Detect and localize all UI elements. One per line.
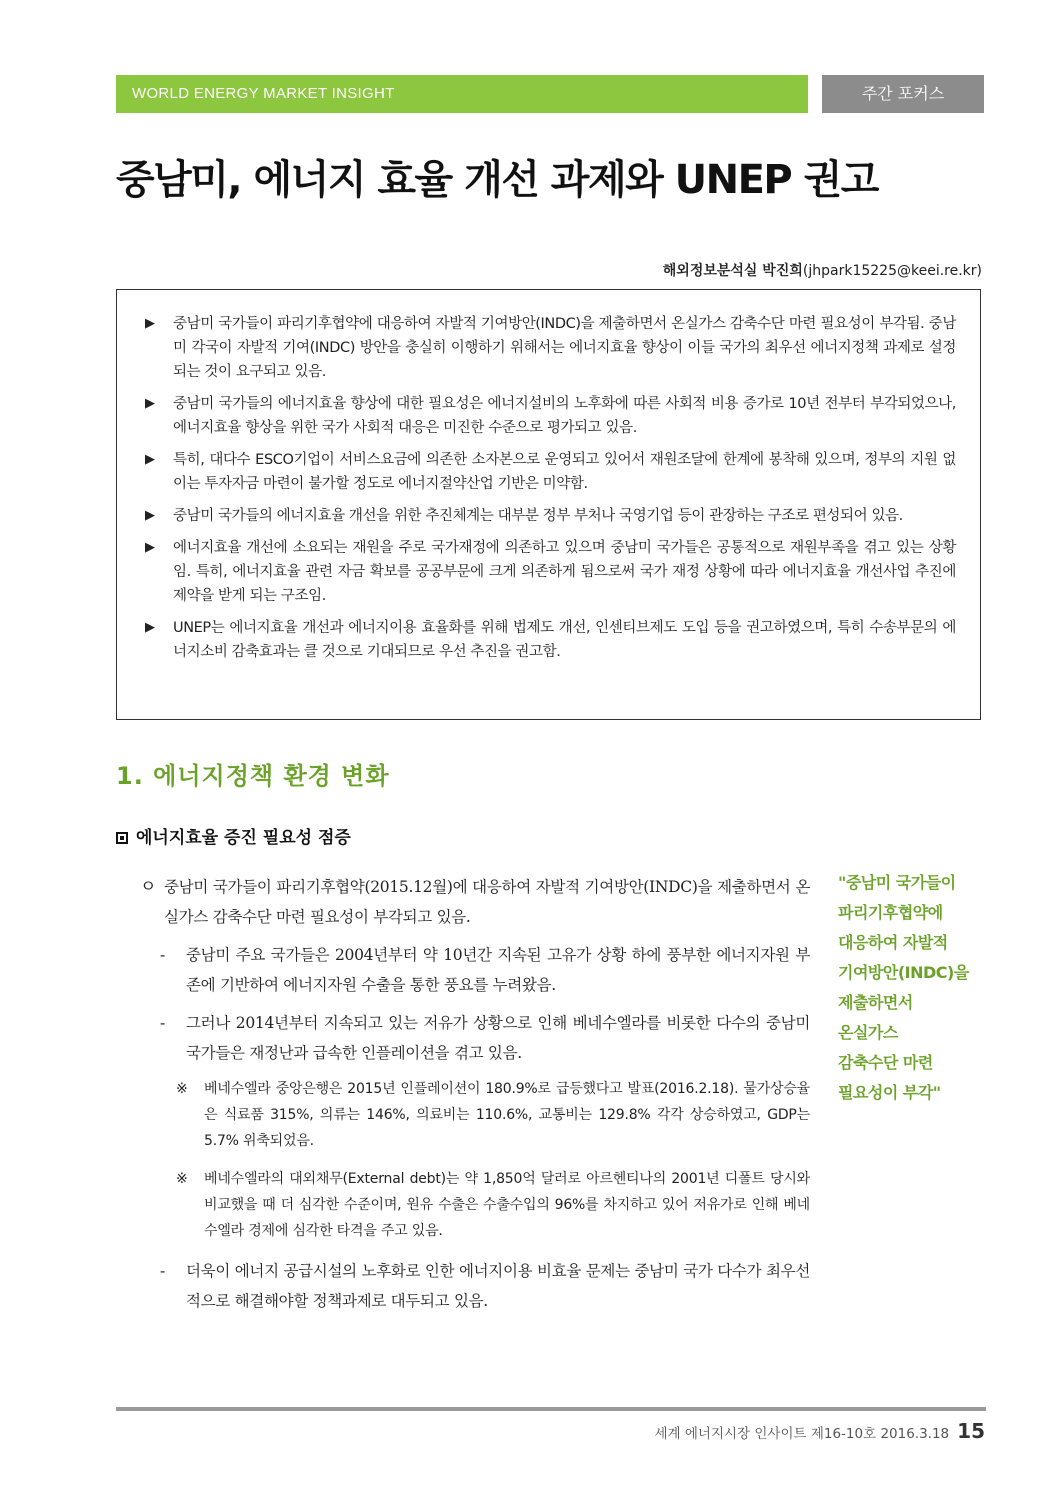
dash-marker: - [160, 1262, 165, 1280]
note-marker: ※ [176, 1171, 188, 1187]
subsection-heading [116, 823, 351, 848]
article-title: 중남미, 에너지 효율 개선 과제와 UNEP 권고 [116, 157, 878, 203]
author-line [663, 260, 982, 280]
triangle-bullet-icon: ▶ [145, 508, 155, 523]
body-subparagraph [140, 940, 810, 1000]
pull-quote-line: 파리기후협약에 [838, 903, 943, 922]
summary-box [116, 289, 981, 720]
body-note [140, 1166, 810, 1244]
summary-item [143, 312, 956, 384]
summary-item [143, 616, 956, 664]
circle-bullet-icon: ㅇ [140, 877, 157, 897]
header-section-tag: 주간 포커스 [822, 75, 984, 113]
paragraph-text: 중남미 국가들이 파리기후협약(2015.12월)에 대응하여 자발적 기여방안(INDC)을 제출하면서 온실가스 감축수단 마련 필요성이 부각되고 있음. [164, 878, 810, 926]
body-paragraph [140, 872, 810, 932]
pull-quote-line: 제출하면서 [838, 993, 913, 1012]
triangle-bullet-icon: ▶ [145, 452, 155, 467]
body-subparagraph [140, 1256, 810, 1316]
subsection-heading-text: 에너지효율 증진 필요성 점증 [136, 828, 351, 848]
summary-item [143, 392, 956, 440]
pull-quote-line: "중남미 국가들이 [838, 873, 956, 892]
summary-item [143, 448, 956, 496]
footer [655, 1419, 985, 1443]
triangle-bullet-icon: ▶ [145, 316, 155, 331]
triangle-bullet-icon: ▶ [145, 540, 155, 555]
page-number: 15 [957, 1419, 985, 1443]
pull-quote-line: 기여방안(INDC)을 [838, 963, 969, 982]
footer-divider [116, 1407, 986, 1411]
summary-item [143, 504, 956, 528]
paragraph-text: 중남미 주요 국가들은 2004년부터 약 10년간 지속된 고유가 상황 하에 풍부한 에너지자원 부존에 기반하여 에너지자원 수출을 통한 풍요를 누려왔음. [186, 946, 810, 994]
pull-quote-line: 필요성이 부각" [838, 1083, 941, 1102]
triangle-bullet-icon: ▶ [145, 620, 155, 635]
summary-text: 에너지효율 개선에 소요되는 재원을 주로 국가재정에 의존하고 있으며 중남미 국가들은 공통적으로 재원부족을 겪고 있는 상황임. 특히, 에너지효율 관련 자금 확보를 공공부문에 크게 의존하게 됨으로써 국가 재정 상황에 따라 에너지효율 개선사업 추진에 제약을 받게 되는 구조임. [173, 540, 956, 604]
dash-marker: - [160, 1014, 165, 1032]
note-text: 베네수엘라의 대외채무(External debt)는 약 1,850억 달러로 아르헨티나의 2001년 디폴트 당시와 비교했을 때 더 심각한 수준이며, 원유 수출은 수출수입의 96%를 차지하고 있어 저유가로 인해 베네수엘라 경제에 심각한 타격을 주고 있음. [204, 1171, 810, 1239]
body-column [140, 872, 810, 1324]
paragraph-text: 더욱이 에너지 공급시설의 노후화로 인한 에너지이용 비효율 문제는 중남미 국가 다수가 최우선적으로 해결해야할 정책과제로 대두되고 있음. [186, 1262, 810, 1310]
footer-publication: 세계 에너지시장 인사이트 제16-10호 2016.3.18 [654, 1426, 950, 1442]
section-title: 1. 에너지정책 환경 변화 [116, 762, 390, 790]
header-brand-bar: WORLD ENERGY MARKET INSIGHT [116, 75, 808, 113]
pull-quote-line: 감축수단 마련 [838, 1053, 933, 1072]
summary-text: 중남미 국가들의 에너지효율 향상에 대한 필요성은 에너지설비의 노후화에 따른 사회적 비용 증가로 10년 전부터 부각되었으나, 에너지효율 향상을 위한 국가 사회적 대응은 미진한 수준으로 평가되고 있음. [173, 396, 956, 436]
triangle-bullet-icon: ▶ [145, 396, 155, 411]
summary-text: UNEP는 에너지효율 개선과 에너지이용 효율화를 위해 법제도 개선, 인센티브제도 도입 등을 권고하였으며, 특히 수송부문의 에너지소비 감축효과는 클 것으로 기대되므로 우선 추진을 권고함. [173, 620, 956, 660]
body-subparagraph [140, 1008, 810, 1068]
author-name: 해외정보분석실 박진희 [662, 263, 803, 279]
pull-quote-line: 온실가스 [838, 1023, 898, 1042]
square-bullet-icon [116, 832, 128, 844]
summary-text: 중남미 국가들의 에너지효율 개선을 위한 추진체계는 대부분 정부 부처나 국영기업 등이 관장하는 구조로 편성되어 있음. [173, 508, 903, 524]
note-text: 베네수엘라 중앙은행은 2015년 인플레이션이 180.9%로 급등했다고 발표(2016.2.18). 물가상승율은 식료품 315%, 의류는 146%, 의료비는 110.6%, 교통비는 129.8% 각각 상승하였고, GDP는 5.7% 위축되었음. [204, 1081, 810, 1149]
summary-text: 중남미 국가들이 파리기후협약에 대응하여 자발적 기여방안(INDC)을 제출하면서 온실가스 감축수단 마련 필요성이 부각됨. 중남미 각국이 자발적 기여(INDC) 방안을 충실히 이행하기 위해서는 에너지효율 향상이 이들 국가의 최우선 에너지정책 과제로 설정되는 것이 요구되고 있음. [173, 316, 956, 380]
pull-quote-line: 대응하여 자발적 [838, 933, 948, 952]
summary-item [143, 536, 956, 608]
pull-quote [838, 868, 988, 1108]
summary-text: 특히, 대다수 ESCO기업이 서비스요금에 의존한 소자본으로 운영되고 있어서 재원조달에 한계에 봉착해 있으며, 정부의 지원 없이는 투자자금 마련이 불가할 정도로 에너지절약산업 기반은 미약함. [173, 452, 956, 492]
note-marker: ※ [176, 1081, 188, 1097]
dash-marker: - [160, 946, 165, 964]
body-note [140, 1076, 810, 1154]
author-email: (jhpark15225@keei.re.kr) [802, 263, 982, 279]
paragraph-text: 그러나 2014년부터 지속되고 있는 저유가 상황으로 인해 베네수엘라를 비롯한 다수의 중남미 국가들은 재정난과 급속한 인플레이션을 겪고 있음. [186, 1014, 810, 1062]
